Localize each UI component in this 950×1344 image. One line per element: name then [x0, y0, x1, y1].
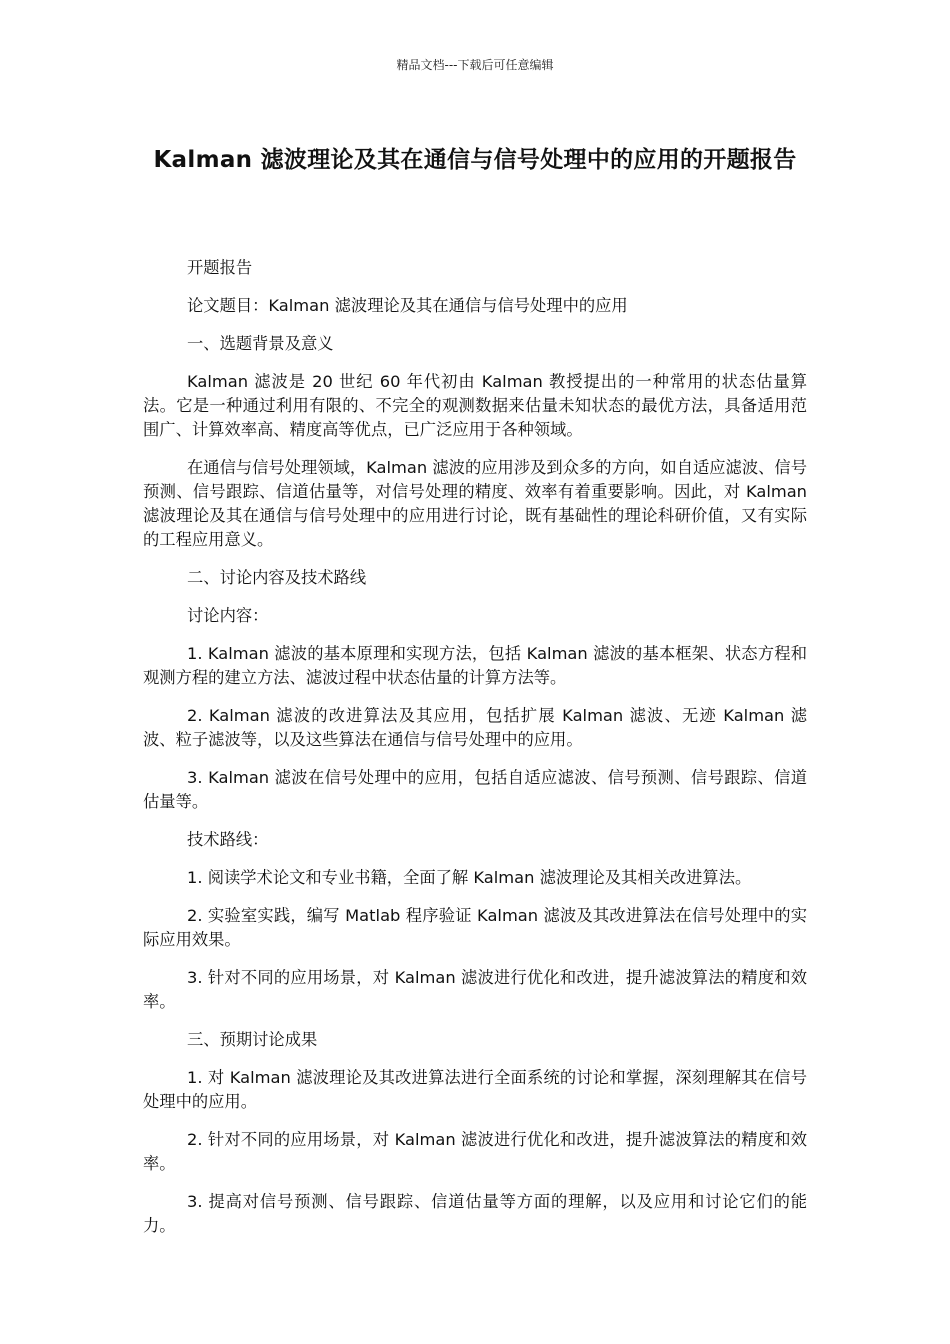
list-item-content-1: 1. Kalman 滤波的基本原理和实现方法，包括 Kalman 滤波的基本框架、状态方程和观测方程的建立方法、滤波过程中状态估量的计算方法等。 [143, 644, 807, 687]
list-item-route-2: 2. 实验室实践，编写 Matlab 程序验证 Kalman 滤波及其改进算法在信号处理中的实际应用效果。 [143, 906, 807, 949]
paragraph-thesis-title: 论文题目：Kalman 滤波理论及其在通信与信号处理中的应用 [187, 296, 628, 315]
page-header: 精品文档---下载后可任意编辑 [396, 58, 554, 72]
document-body [143, 256, 807, 1238]
list-item-route-1: 1. 阅读学术论文和专业书籍，全面了解 Kalman 滤波理论及其相关改进算法。 [187, 868, 752, 887]
list-item-result-1: 1. 对 Kalman 滤波理论及其改进算法进行全面系统的讨论和掌握，深刻理解其在信号处理中的应用。 [143, 1068, 807, 1111]
list-item-result-3: 3. 提高对信号预测、信号跟踪、信道估量等方面的理解，以及应用和讨论它们的能力。 [143, 1192, 807, 1235]
paragraph-report-label: 开题报告 [187, 258, 253, 277]
paragraph-background-1: Kalman 滤波是 20 世纪 60 年代初由 Kalman 教授提出的一种常用的状态估量算法。它是一种通过利用有限的、不完全的观测数据来估量未知状态的最优方法，具备适用范围广、计算效率高、精度高等优点，已广泛应用于各种领域。 [143, 372, 807, 439]
list-item-content-2: 2. Kalman 滤波的改进算法及其应用，包括扩展 Kalman 滤波、无迹 Kalman 滤波、粒子滤波等，以及这些算法在通信与信号处理中的应用。 [143, 706, 807, 749]
subheading-research-content: 讨论内容： [187, 606, 269, 625]
subheading-technical-route: 技术路线： [187, 830, 269, 849]
section-heading-background: 一、选题背景及意义 [187, 334, 334, 353]
paragraph-background-2: 在通信与信号处理领域，Kalman 滤波的应用涉及到众多的方向，如自适应滤波、信号预测、信号跟踪、信道估量等，对信号处理的精度、效率有着重要影响。因此，对 Kalman 滤波理论及其在通信与信号处理中的应用进行讨论，既有基础性的理论科研价值，又有实际的工程应用意义。 [143, 458, 807, 549]
list-item-route-3: 3. 针对不同的应用场景，对 Kalman 滤波进行优化和改进，提升滤波算法的精度和效率。 [143, 968, 807, 1011]
list-item-result-2: 2. 针对不同的应用场景，对 Kalman 滤波进行优化和改进，提升滤波算法的精度和效率。 [143, 1130, 807, 1173]
section-heading-results: 三、预期讨论成果 [187, 1030, 318, 1049]
list-item-content-3: 3. Kalman 滤波在信号处理中的应用，包括自适应滤波、信号预测、信号跟踪、信道估量等。 [143, 768, 807, 811]
document-title: Kalman 滤波理论及其在通信与信号处理中的应用的开题报告 [153, 147, 797, 173]
section-heading-research: 二、讨论内容及技术路线 [187, 568, 367, 587]
